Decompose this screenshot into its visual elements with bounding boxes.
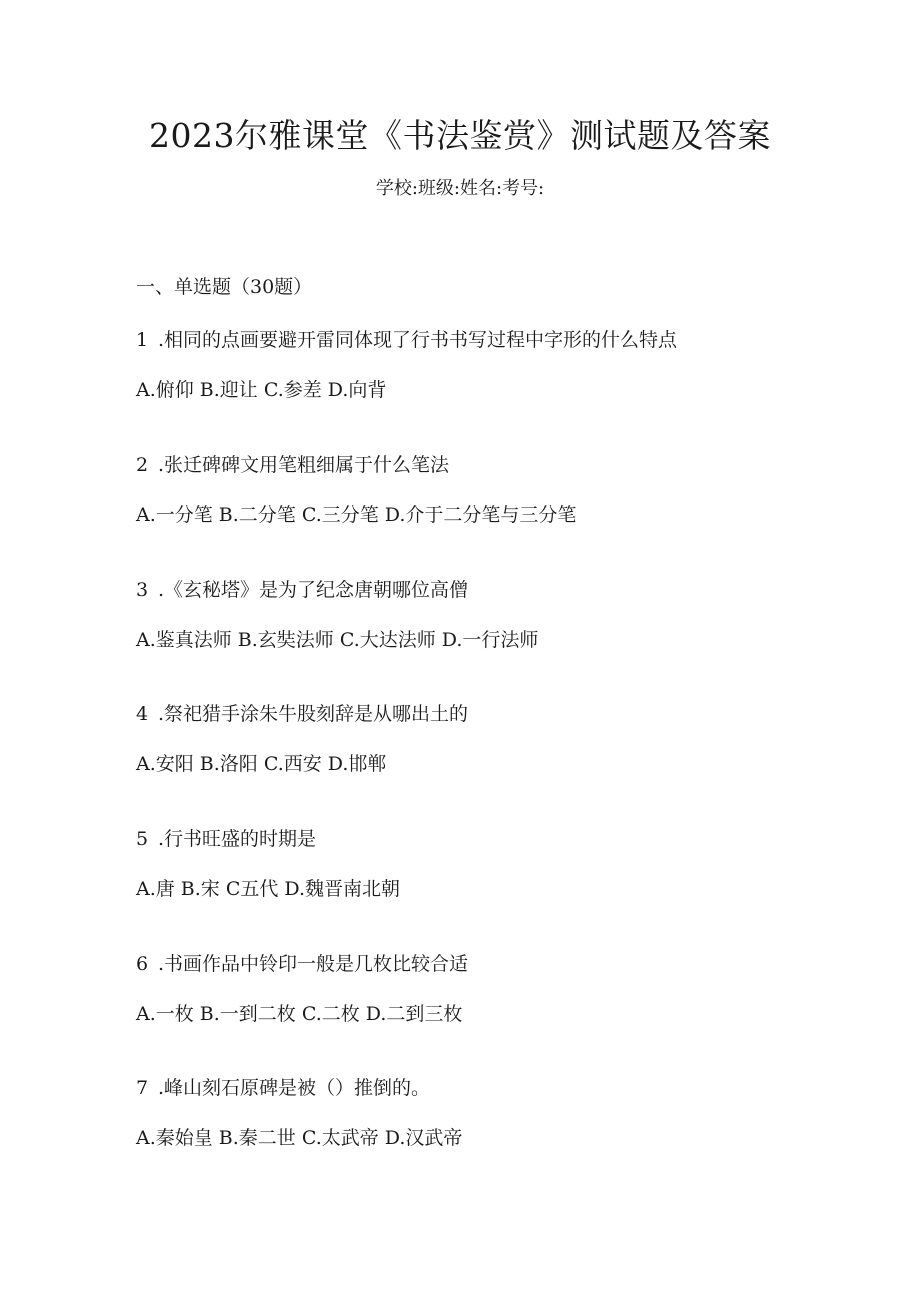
question-options: A.秦始皇 B.秦二世 C.太武帝 D.汉武帝 bbox=[136, 1127, 463, 1149]
question-item bbox=[136, 825, 836, 903]
question-item bbox=[136, 326, 836, 404]
question-text: .峰山刻石原碑是被（）推倒的。 bbox=[158, 1077, 431, 1099]
question-text: .相同的点画要避开雷同体现了行书书写过程中字形的什么特点 bbox=[158, 329, 678, 351]
question-options: A.俯仰 B.迎让 C.参差 D.向背 bbox=[136, 379, 387, 401]
question-item bbox=[136, 451, 836, 529]
question-number: 7 bbox=[136, 1077, 149, 1099]
question-text: .张迁碑碑文用笔粗细属于什么笔法 bbox=[158, 454, 450, 476]
question-item bbox=[136, 700, 836, 778]
section-heading: 一、单选题（30题） bbox=[136, 276, 313, 298]
question-options: A.唐 B.宋 C五代 D.魏晋南北朝 bbox=[136, 878, 401, 900]
question-text: .祭祀猎手涂朱牛股刻辞是从哪出土的 bbox=[158, 703, 469, 725]
question-number: 4 bbox=[136, 703, 149, 725]
question-text: .书画作品中铃印一般是几枚比较合适 bbox=[158, 953, 469, 975]
question-number: 5 bbox=[136, 828, 149, 850]
question-options: A.一分笔 B.二分笔 C.三分笔 D.介于二分笔与三分笔 bbox=[136, 504, 577, 526]
document-title: 2023尔雅课堂《书法鉴赏》测试题及答案 bbox=[149, 116, 771, 155]
question-number: 3 bbox=[136, 579, 149, 601]
question-item bbox=[136, 1074, 836, 1152]
question-options: A.鉴真法师 B.玄奘法师 C.大达法师 D.一行法师 bbox=[136, 629, 539, 651]
question-item bbox=[136, 576, 836, 654]
question-number: 6 bbox=[136, 953, 149, 975]
question-options: A.一枚 B.一到二枚 C.二枚 D.二到三枚 bbox=[136, 1003, 463, 1025]
question-options: A.安阳 B.洛阳 C.西安 D.邯郸 bbox=[136, 753, 387, 775]
question-text: .行书旺盛的时期是 bbox=[158, 828, 317, 850]
question-text: .《玄秘塔》是为了纪念唐朝哪位高僧 bbox=[158, 579, 469, 601]
question-number: 1 bbox=[136, 329, 149, 351]
student-info-line: 学校:班级:姓名:考号: bbox=[375, 178, 545, 199]
question-number: 2 bbox=[136, 454, 149, 476]
question-item bbox=[136, 950, 836, 1028]
